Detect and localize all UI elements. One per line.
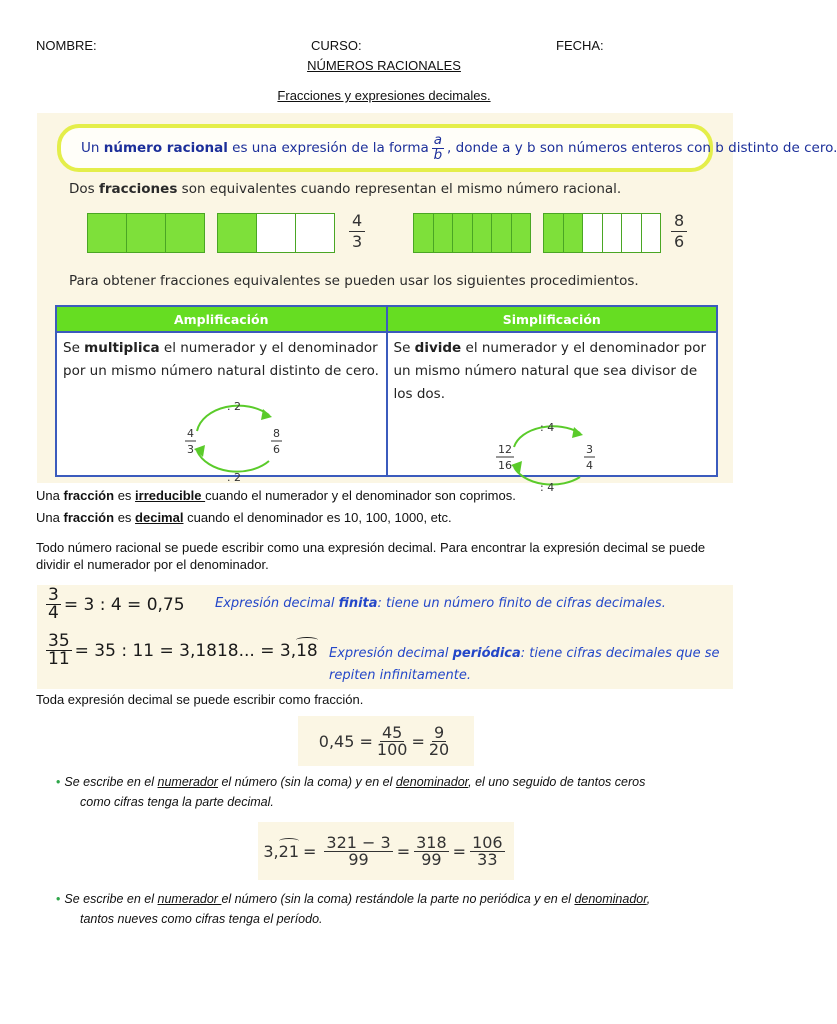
to-fraction-text: Toda expresión decimal se puede escribir como fracción. [36,692,364,707]
fraction-4-3: $\frac{4}{3}$ [349,213,365,250]
amplification-diagram [179,395,299,485]
fraction-bar [543,213,661,253]
fraction-8-6: $\frac{8}{6}$ [671,213,687,250]
svg-text:: 4: : 4 [539,421,554,434]
equation-3-21: 3, 21 = $\frac{321 - 3}{99}$ = $\frac{318}{99}$ = $\frac{106}{33}$ [258,822,514,880]
rational-definition-box: Un número racional es una expresión de la forma $\frac{a}{b}$ , donde a y b son números enteros con b distinto de cero. [57,124,713,172]
svg-text:3: 3 [585,443,593,456]
finite-label: Expresión decimal finita: tiene un número finito de cifras decimales. [215,596,666,611]
svg-text:. 2: . 2 [227,400,241,413]
rule-periodic: • Se escribe en el numerador el número (sin la coma) restándole la parte no periódica y en el denominador, tantos nueves como cifras tenga el período. [56,892,651,926]
periodic-label: Expresión decimal periódica: tiene cifras decimales que se repiten infinitamente. [329,646,720,683]
svg-text:3: 3 [187,443,194,456]
document-subtitle: Fracciones y expresiones decimales. [277,88,491,103]
equivalent-fractions-text: Dos fracciones son equivalentes cuando representan el mismo número racional. [69,181,622,197]
svg-text:. 2: . 2 [227,471,241,484]
periodic-example: $\frac{35}{11}$ = 35 : 11 = 3,1818... = 3, 18 [48,631,318,669]
svg-text:16: 16 [497,459,512,472]
svg-text:4: 4 [585,459,593,472]
decimal-paragraph: Todo número racional se puede escribir como una expresión decimal. Para encontrar la expresión decimal se puede dividir el numerador por el denominador. [36,540,706,572]
fractions-panel [37,113,837,494]
procedures-text: Para obtener fracciones equivalentes se pueden usar los siguientes procedimientos. [69,273,639,289]
amplification-cell: Se multiplica el numerador y el denominador por un mismo número natural distinto de cero. . 2 . 2 4 3 8 6 [56,332,387,476]
finite-example: $\frac{3}{4}$ = 3 : 4 = 0,75 [48,585,185,623]
decimal-examples-panel [37,585,733,689]
irreducible-definition: Una fracción es irreducible cuando el numerador y el denominador son coprimos. [36,488,516,503]
svg-text:: 4: : 4 [539,481,554,494]
fecha-label: FECHA: [556,38,604,53]
rule-finite: • Se escribe en el numerador el número (sin la coma) y en el denominador, el uno seguido de tantos ceros como cifras tenga la parte decimal. [56,775,646,809]
svg-text:12: 12 [497,443,512,456]
simplification-header: Simplificación [387,306,718,332]
fraction-a-over-b: $\frac{a}{b}$ [433,132,443,163]
svg-text:6: 6 [273,443,280,456]
simplification-diagram [494,419,614,499]
fraction-bar [413,213,531,253]
fraction-bar [217,213,335,253]
nombre-label: NOMBRE: [36,38,97,53]
equation-0-45: 0,45 = $\frac{45}{100}$ = $\frac{9}{20}$ [298,716,474,766]
simplification-cell: Se divide el numerador y el denominador por un mismo número natural que sea divisor de los dos. : 4 : 4 12 16 3 4 [387,332,718,476]
document-title: NÚMEROS RACIONALES [307,58,461,73]
svg-text:8: 8 [273,427,280,440]
fraction-bar [87,213,205,253]
curso-label: CURSO: [311,38,362,53]
amplification-header: Amplificación [56,306,387,332]
decimal-definition: Una fracción es decimal cuando el denominador es 10, 100, 1000, etc. [36,510,452,525]
svg-text:4: 4 [187,427,194,440]
procedures-table [55,305,718,494]
